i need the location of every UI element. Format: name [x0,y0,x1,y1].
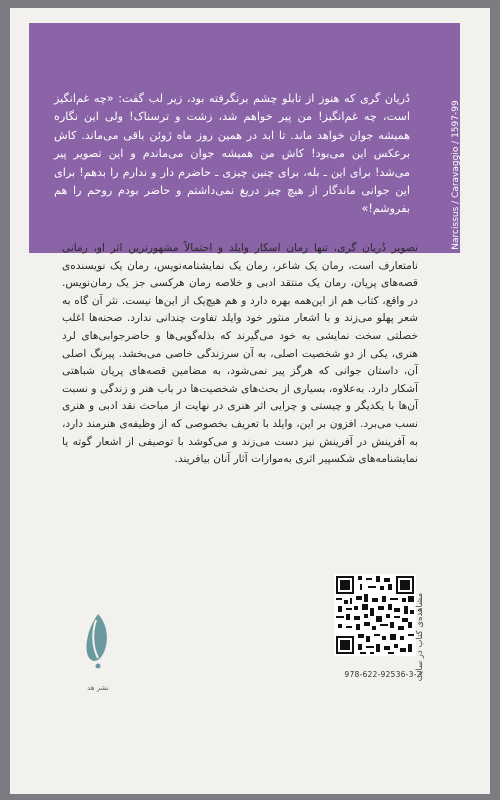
book-back-cover [10,8,490,794]
quote-text: دُریان گری که هنوز از تابلو چشم برنگرفته بود، زیر لب گفت: «چه غم‌انگیز است، چه غم‌انگیز! من پیر خواهم شد، زشت و ترسناک! ولی این نگاره همیشه جوان خواهد ماند. تا ابد در همین روز ماه ژوئن باقی می‌ماند. کاش برعکس این می‌بود! کاش من همیشه جوان می‌ماندم و این تصویر پیر می‌شد! برای این ـ بله، برای چنین چیزی ـ حاضرم دار و ندارم را بدهم! برای این جوانی ماندگار از هیچ چیز دریغ نمی‌داشتم و حاضر بودم روحم را هم بفروشم!» [54,92,410,216]
qr-code-graphic [334,574,416,656]
spine-credit-text: Narcissus / Caravaggio / 1597-99 [451,100,461,250]
blurb-text: تصویر دُریان گری، تنها رمان اسکار وایلد و احتمالاً مشهورترین اثر او، رمانی نامتعارف است، رمان یک شاعر، رمان یک نمایشنامه‌نویس، رمان یک نویسنده‌ی قصه‌های پریان، رمان یک منتقد ادبی و خلاصه رمان هرکسی جز یک رمان‌نویس. در واقع، کتاب هم از این‌همه بهره دارد و هم هیچ‌یک از این‌ها نیست. نثر آن گاه به شعر پهلو می‌زند و با اشعار منثور خود وایلد تفاوت چندانی ندارد. صحنه‌ها اغلب خصلتی سخت نمایشی به خود می‌گیرند که بذله‌گویی‌ها و حاضرجوابی‌های لرد هنری، یکی از دو شخصیت اصلی، به آن سرزندگی خاصی می‌بخشد. پیرنگ اصلی آن، داستان جوانی که هرگز پیر نمی‌شود، به مضامین قصه‌های پریان شباهتی آشکار دارد. به‌علاوه، بسیاری از بحث‌های شخصیت‌ها در باب هنر و زندگی و نسبت آن‌ها با یکدیگر و چیستی و چرایی اثر هنری در نهایت از مباحث نقد ادبی و هنری نسب می‌برد. افزون بر این، وایلد با تعریف بخصوصی که از وظیفه‌ی هنرمند دارد، به آفرینش در آفرینش نیز دست می‌زند و می‌کوشد با توصیفی از اشعار گوته یا نمایشنامه‌های شکسپیر اثری به‌موازات آثار آنان بیافریند. [62,242,418,466]
isbn-number: 978-622-92536-3-2 [344,670,422,679]
publisher-name: نشر هد [87,684,109,692]
qr-caption [410,578,430,698]
publisher-logo [78,608,118,678]
qr-caption-text: مشاهده‌ی کتاب در سایت [415,592,425,682]
qr-code[interactable] [334,574,416,656]
publisher-leaf-icon [78,608,118,678]
spine-credit [446,96,466,256]
